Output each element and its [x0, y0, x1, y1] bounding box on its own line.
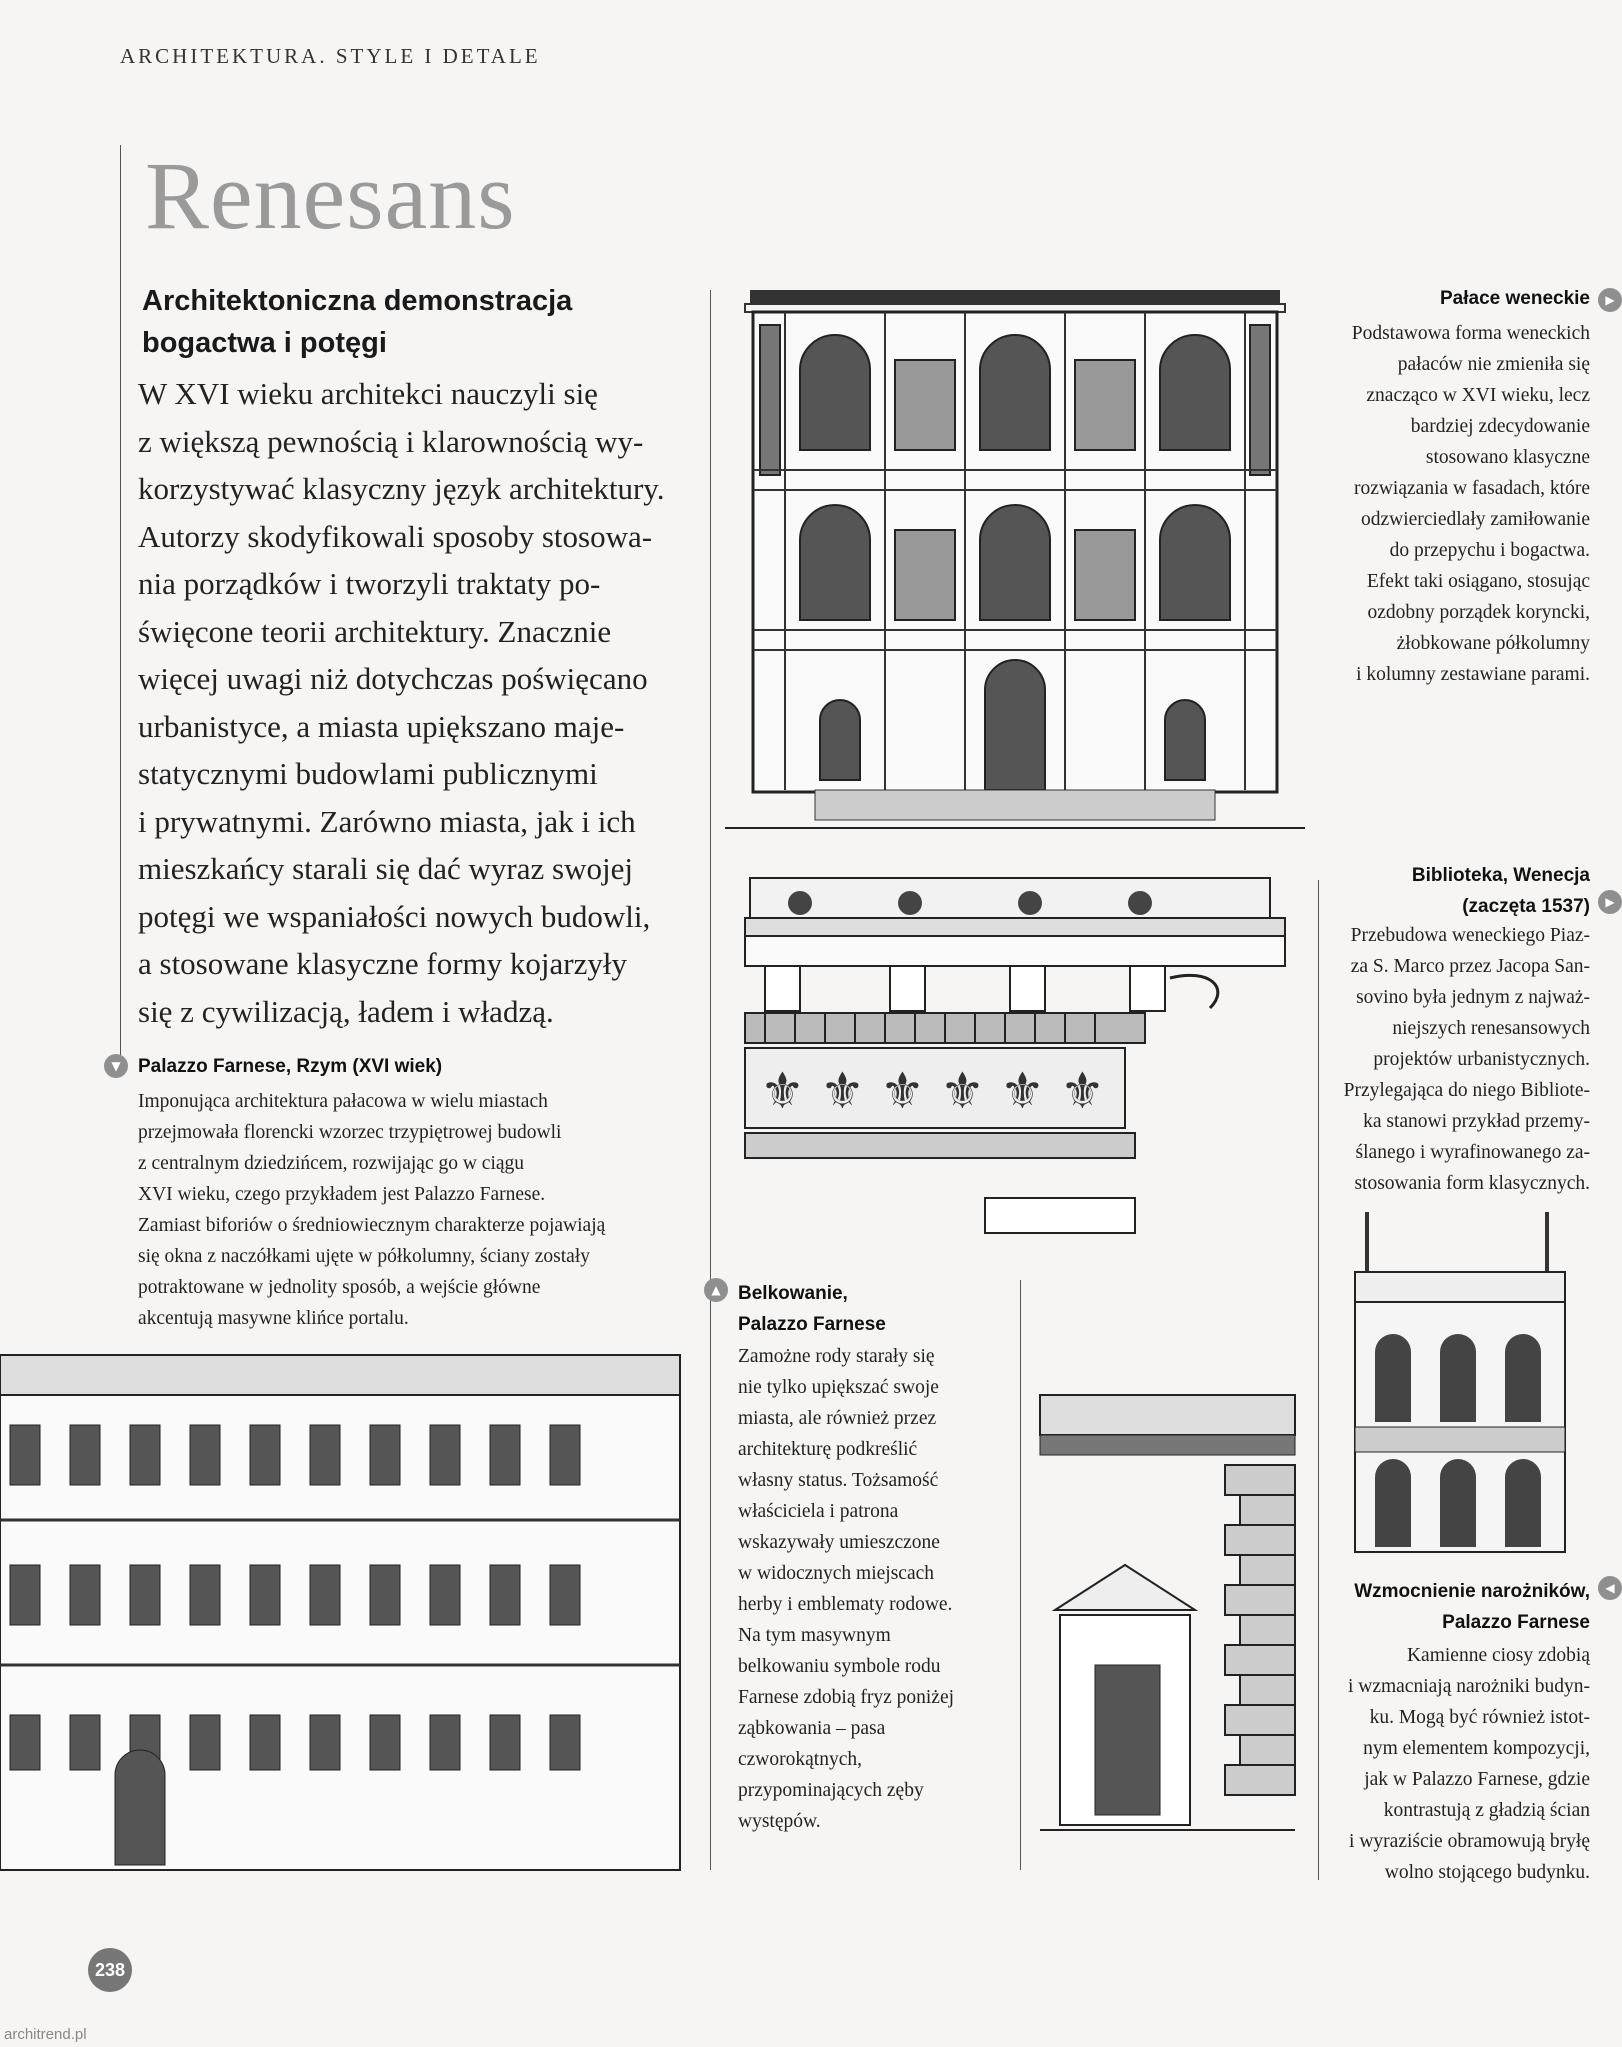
chevron-left-icon: ◀ [1598, 1576, 1622, 1600]
intro-line: nia porządków i tworzyli traktaty po- [138, 566, 601, 601]
farnese-caption-text: Imponująca architektura pałacowa w wielu miastach przejmowała florencki wzorzec trzypiętrowej budowli z centralnym dziedzińcem, rozwijając go w ciągu XVI wieku, czego przykładem jest Palazzo Farnese. Zamiast biforiów o średniowiecznym charakterze pojawiają się okna z naczółkami ujęte w półkolumny, ściany zostały potraktowane w jednolity sposób, a wejście główne akcentują masywne klińce portalu. [138, 1091, 606, 1329]
svg-text:⚜: ⚜ [940, 1062, 985, 1120]
intro-line: potęgi we wspaniałości nowych budowli, [138, 898, 651, 934]
section-subtitle: Architektoniczna demonstracja bogactwa i potęgi [142, 285, 573, 359]
intro-line: się z cywilizacją, ładem i władzą. [138, 993, 554, 1029]
corner-caption-heading: Wzmocnienie narożników, Palazzo Farnese [1354, 1581, 1590, 1633]
intro-line: więcej uwagi niż dotychczas poświęcano [138, 661, 648, 696]
palace-caption-heading: Pałace weneckie [1440, 288, 1590, 309]
corner-caption-text: Kamienne ciosy zdobią i wzmacniają narożniki budyn- ku. Mogą być również istot- nym elementem kompozycji, jak w Palazzo Farnese, gdzie kontrastują z gładzią ścian i wyraziście obramowują bryłę wolno stojącego budynku. [1347, 1645, 1590, 1883]
intro-line: i prywatnymi. Zarówno miasta, jak i ich [138, 803, 636, 839]
belkowanie-caption-text: Zamożne rody starały się nie tylko upiększać swoje miasta, ale również przez architekturę podkreślić własny status. Tożsamość właściciela i patrona wskazywały umieszczone w widocznych miejscach herby i emblematy rodowe. Na tym masywnym belkowaniu symbole rodu Farnese zdobią fryz poniżej ząbkowania – pasa czworokątnych, przypominających zęby występów. [738, 1346, 955, 1832]
palazzo-farnese-illustration [0, 1355, 700, 1875]
intro-line: W XVI wieku architekci nauczyli się [138, 376, 598, 411]
chevron-down-icon: ▼ [104, 1054, 128, 1078]
intro-line: mieszkańcy starali się dać wyraz swojej [138, 851, 633, 886]
intro-line: urbanistyce, a miasta upiększano maje- [138, 708, 625, 744]
footer-watermark: architrend.pl [4, 2026, 87, 2043]
palace-caption-text: Podstawowa forma weneckich pałaców nie zmieniła się znacząco w XVI wieku, lecz bardziej zdecydowanie stosowano klasyczne rozwiązania w fasadach, które odzwierciedlały zamiłowanie do przepychu i bogactwa. Efekt taki osiągano, stosując ozdobny porządek koryncki, żłobkowane półkolumny i kolumny zestawiane parami. [1351, 323, 1590, 685]
column-divider [710, 290, 711, 1870]
intro-line: korzystywać klasyczny język architektury. [138, 471, 665, 506]
page-number: 238 [88, 1948, 132, 1992]
svg-text:⚜: ⚜ [820, 1062, 865, 1120]
title-rule [120, 145, 121, 1065]
svg-text:⚜: ⚜ [760, 1062, 805, 1120]
intro-paragraph [138, 370, 698, 1035]
svg-text:⚜: ⚜ [1060, 1062, 1105, 1120]
belkowanie-caption-heading: Belkowanie, Palazzo Farnese [738, 1283, 886, 1335]
svg-text:⚜: ⚜ [1000, 1062, 1045, 1120]
column-divider [1020, 1280, 1021, 1870]
intro-line: statycznymi budowlami publicznymi [138, 756, 598, 791]
entablature-illustration [740, 878, 1300, 1238]
intro-line: święcone teorii architektury. Znacznie [138, 613, 612, 649]
intro-line: z większą pewnością i klarownością wy- [138, 423, 644, 459]
svg-text:⚜: ⚜ [880, 1062, 925, 1120]
farnese-caption-heading: Palazzo Farnese, Rzym (XVI wiek) [138, 1056, 443, 1077]
venetian-palace-illustration [725, 290, 1305, 830]
chevron-right-icon: ▶ [1598, 890, 1622, 914]
library-caption-heading: Biblioteka, Wenecja (zaczęta 1537) [1411, 865, 1590, 917]
library-illustration [1350, 1212, 1570, 1557]
page-title: Renesans [145, 142, 516, 249]
corner-quoins-illustration [1040, 1375, 1300, 1835]
chevron-up-icon: ▲ [704, 1278, 728, 1302]
running-header: ARCHITEKTURA. STYLE I DETALE [120, 44, 541, 68]
library-caption-text: Przebudowa weneckiego Piaz- za S. Marco przez Jacopa San- sovino była jednym z najważ- niejszych renesansowych projektów urbanistycznych. Przylegająca do niego Bibliote- ka stanowi przykład przemy- ślanego i wyrafinowanego za- stosowania form klasycznych. [1343, 925, 1590, 1194]
chevron-right-icon: ▶ [1598, 288, 1622, 312]
intro-line: Autorzy skodyfikowali sposoby stosowa- [138, 518, 653, 554]
intro-line: a stosowane klasyczne formy kojarzyły [138, 946, 627, 981]
